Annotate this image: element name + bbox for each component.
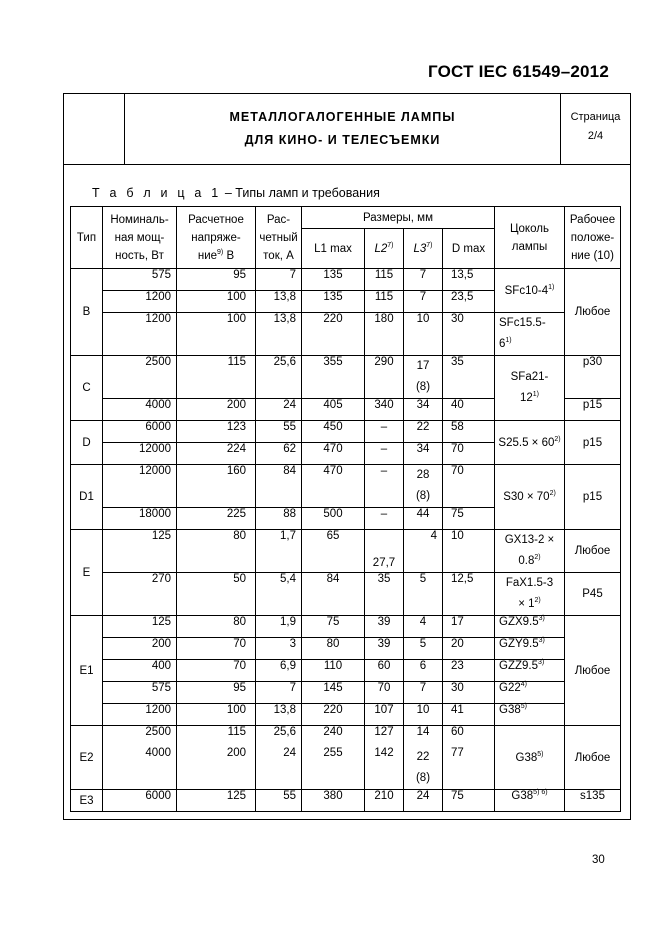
cell-voltage: 224 xyxy=(177,443,256,465)
cell-power: 6000 xyxy=(103,790,177,812)
cell-l1: 450 xyxy=(302,421,365,443)
cell-l3 xyxy=(404,747,443,790)
col-voltage-line xyxy=(177,247,255,265)
col-dimensions: Размеры, мм xyxy=(302,207,495,229)
cell-l1: 380 xyxy=(302,790,365,812)
cell-d: 12,5 xyxy=(443,573,495,616)
cell-l2: 107 xyxy=(365,704,404,726)
col-power xyxy=(103,207,177,269)
col-current-line: четный xyxy=(259,231,298,244)
cell-base xyxy=(495,704,565,726)
cell-l2: 60 xyxy=(365,660,404,682)
cell-power: 18000 xyxy=(103,508,177,530)
type-cell: E2 xyxy=(71,726,103,790)
cell-base xyxy=(495,465,565,530)
cell-l2: 142 xyxy=(365,747,404,790)
cell-l2: – xyxy=(365,421,404,443)
base-text: SFa21- xyxy=(510,371,549,383)
cell-current: 25,6 xyxy=(256,356,302,399)
cell-l1: 220 xyxy=(302,313,365,356)
footnote-ref: 2) xyxy=(534,554,541,562)
l3-note: (8) xyxy=(415,772,431,784)
title-line-1: МЕТАЛЛОГАЛОГЕННЫЕ ЛАМПЫ xyxy=(229,110,456,124)
cell-l2: 115 xyxy=(365,269,404,291)
type-cell: C xyxy=(71,356,103,421)
cell-l3: 34 xyxy=(404,399,443,421)
cell-l2: 35 xyxy=(365,573,404,616)
cell-d: 75 xyxy=(443,508,495,530)
cell-l3: 4 xyxy=(404,616,443,638)
footnote-ref: 5) 6) xyxy=(533,789,548,797)
cell-d: 23,5 xyxy=(443,291,495,313)
cell-current: 7 xyxy=(256,269,302,291)
cell-voltage: 80 xyxy=(177,616,256,638)
base-text: S30 × 70 xyxy=(503,491,550,503)
cell-l1: 255 xyxy=(302,747,365,790)
cell-d: 23 xyxy=(443,660,495,682)
cell-l2: 340 xyxy=(365,399,404,421)
cell-d: 58 xyxy=(443,421,495,443)
cell-voltage: 125 xyxy=(177,790,256,812)
l3-value: 17 xyxy=(416,360,430,372)
cell-voltage: 100 xyxy=(177,313,256,356)
cell-current: 55 xyxy=(256,790,302,812)
cell-l2: 290 xyxy=(365,356,404,399)
cell-base xyxy=(495,421,565,465)
cell-d: 70 xyxy=(443,443,495,465)
footnote-ref: 7) xyxy=(387,241,394,249)
header-title xyxy=(125,94,560,164)
cell-l1: 65 xyxy=(302,530,365,573)
col-power-line: ная мощ- xyxy=(114,231,165,244)
cell-l3: 10 xyxy=(404,704,443,726)
cell-d: 41 xyxy=(443,704,495,726)
type-cell: E3 xyxy=(71,790,103,812)
footnote-ref: 1) xyxy=(505,337,512,345)
caption-prefix: Т а б л и ц а 1 xyxy=(92,186,222,200)
cell-l2: – xyxy=(365,465,404,508)
cell-power: 125 xyxy=(103,530,177,573)
base-text: 6 xyxy=(499,338,506,350)
cell-current: 24 xyxy=(256,747,302,790)
header-blank-cell xyxy=(64,94,125,164)
cell-voltage: 50 xyxy=(177,573,256,616)
cell-voltage: 70 xyxy=(177,638,256,660)
standard-number: ГОСТ IEC 61549–2012 xyxy=(427,62,609,81)
cell-current: 13,8 xyxy=(256,291,302,313)
col-base-line: Цоколь xyxy=(510,222,549,235)
lamp-types-table xyxy=(70,206,621,812)
cell-l1: 355 xyxy=(302,356,365,399)
col-current xyxy=(256,207,302,269)
footnote-ref: 7) xyxy=(426,241,433,249)
footnote-ref: 9) xyxy=(217,248,224,256)
cell-d: 77 xyxy=(443,747,495,790)
header-page-cell xyxy=(560,94,630,164)
cell-l2: 115 xyxy=(365,291,404,313)
cell-l3: 6 xyxy=(404,660,443,682)
base-text: FaX1.5-3 xyxy=(505,577,554,589)
cell-position: Р45 xyxy=(565,573,621,616)
cell-current: 13,8 xyxy=(256,704,302,726)
cell-l1: 240 xyxy=(302,726,365,748)
page-number: 30 xyxy=(592,854,605,866)
col-position-line: ние (10) xyxy=(571,249,614,262)
cell-voltage: 95 xyxy=(177,682,256,704)
cell-l3: 7 xyxy=(404,291,443,313)
l3-value: 28 xyxy=(416,469,430,481)
cell-power: 125 xyxy=(103,616,177,638)
cell-power: 12000 xyxy=(103,443,177,465)
col-voltage-line: Расчетное xyxy=(188,213,244,226)
cell-current: 24 xyxy=(256,399,302,421)
cell-l1: 80 xyxy=(302,638,365,660)
cell-base xyxy=(495,313,565,356)
cell-power: 4000 xyxy=(103,399,177,421)
cell-l2: 27,7 xyxy=(365,530,404,573)
cell-l1: 110 xyxy=(302,660,365,682)
col-current-line: ток, А xyxy=(263,249,294,262)
cell-power: 575 xyxy=(103,269,177,291)
cell-current: 88 xyxy=(256,508,302,530)
cell-l2: 180 xyxy=(365,313,404,356)
cell-voltage: 225 xyxy=(177,508,256,530)
cell-base xyxy=(495,682,565,704)
cell-power: 1200 xyxy=(103,291,177,313)
cell-l3: 24 xyxy=(404,790,443,812)
col-base xyxy=(495,207,565,269)
base-text: 0.8 xyxy=(518,555,535,567)
cell-current: 6,9 xyxy=(256,660,302,682)
base-text: GZZ9.5 xyxy=(499,660,538,672)
cell-current: 25,6 xyxy=(256,726,302,748)
cell-l1: 145 xyxy=(302,682,365,704)
cell-base xyxy=(495,638,565,660)
cell-power: 200 xyxy=(103,638,177,660)
cell-l2: 127 xyxy=(365,726,404,748)
l3-note: (8) xyxy=(415,381,431,393)
cell-l2: 210 xyxy=(365,790,404,812)
cell-l1: 405 xyxy=(302,399,365,421)
cell-l3 xyxy=(404,356,443,399)
cell-voltage: 115 xyxy=(177,356,256,399)
cell-voltage: 95 xyxy=(177,269,256,291)
cell-l1: 75 xyxy=(302,616,365,638)
base-text: S25.5 × 60 xyxy=(498,436,555,449)
cell-l3: 44 xyxy=(404,508,443,530)
cell-l1: 84 xyxy=(302,573,365,616)
col-type: Тип xyxy=(71,207,103,269)
cell-position: р15 xyxy=(565,421,621,465)
document-header xyxy=(64,94,630,165)
cell-l1: 500 xyxy=(302,508,365,530)
cell-power: 6000 xyxy=(103,421,177,443)
cell-l2: 39 xyxy=(365,616,404,638)
cell-position: Любое xyxy=(565,616,621,726)
base-text: GX13-2 × xyxy=(504,534,555,546)
col-l2 xyxy=(365,229,404,269)
cell-l2: 39 xyxy=(365,638,404,660)
cell-voltage: 200 xyxy=(177,399,256,421)
cell-base xyxy=(495,356,565,421)
col-power-line: ность, Вт xyxy=(115,249,164,262)
base-text: 12 xyxy=(519,392,533,404)
type-cell: E xyxy=(71,530,103,616)
col-power-line: Номиналь- xyxy=(110,213,169,226)
cell-l3: 7 xyxy=(404,682,443,704)
cell-d: 35 xyxy=(443,356,495,399)
col-l3 xyxy=(404,229,443,269)
footnote-ref: 5) xyxy=(520,703,527,711)
footnote-ref: 2) xyxy=(534,597,541,605)
cell-power: 575 xyxy=(103,682,177,704)
cell-l3: 10 xyxy=(404,313,443,356)
cell-l3 xyxy=(404,465,443,508)
footnote-ref: 1) xyxy=(532,391,540,399)
col-position-line: положе- xyxy=(570,231,615,244)
cell-d: 40 xyxy=(443,399,495,421)
caption-text: – Типы ламп и требования xyxy=(221,186,380,200)
footnote-ref: 2) xyxy=(549,490,556,498)
cell-position: Любое xyxy=(565,726,621,790)
cell-position: Любое xyxy=(565,269,621,356)
cell-l1: 135 xyxy=(302,291,365,313)
cell-d: 20 xyxy=(443,638,495,660)
col-position-line: Рабочее xyxy=(569,213,616,226)
footnote-ref: 5) xyxy=(537,750,544,758)
cell-l1: 220 xyxy=(302,704,365,726)
cell-power: 4000 xyxy=(103,747,177,790)
cell-l1: 135 xyxy=(302,269,365,291)
cell-l3: 22 xyxy=(404,421,443,443)
cell-base xyxy=(495,726,565,790)
document-frame xyxy=(63,93,631,820)
cell-current: 55 xyxy=(256,421,302,443)
base-text: G38 xyxy=(515,751,538,764)
cell-position: р15 xyxy=(565,399,621,421)
col-base-line: лампы xyxy=(511,240,548,253)
cell-l3: 14 xyxy=(404,726,443,748)
col-l2-text: L2 xyxy=(374,242,388,255)
cell-l2: – xyxy=(365,508,404,530)
footnote-ref: 3) xyxy=(537,659,545,667)
col-voltage-unit: В xyxy=(223,249,235,262)
cell-voltage: 80 xyxy=(177,530,256,573)
cell-power: 2500 xyxy=(103,356,177,399)
page-label: Страница xyxy=(570,111,621,123)
cell-position: р30 xyxy=(565,356,621,399)
cell-base xyxy=(495,790,565,812)
base-text: × 1 xyxy=(518,598,535,610)
cell-base xyxy=(495,616,565,638)
cell-d: 10 xyxy=(443,530,495,573)
cell-voltage: 100 xyxy=(177,291,256,313)
cell-power: 12000 xyxy=(103,465,177,508)
col-d: D max xyxy=(443,229,495,269)
type-cell: E1 xyxy=(71,616,103,726)
cell-d: 17 xyxy=(443,616,495,638)
col-voltage xyxy=(177,207,256,269)
cell-l1: 470 xyxy=(302,465,365,508)
col-voltage-text: ние xyxy=(197,249,218,262)
cell-l3: 34 xyxy=(404,443,443,465)
l3-note: (8) xyxy=(415,490,431,502)
col-voltage-line: напряже- xyxy=(191,231,241,244)
cell-d: 30 xyxy=(443,682,495,704)
cell-l3: 7 xyxy=(404,269,443,291)
cell-d: 60 xyxy=(443,726,495,748)
cell-current: 5,4 xyxy=(256,573,302,616)
base-text: G38 xyxy=(511,790,534,802)
l3-value: 22 xyxy=(416,751,430,763)
cell-power: 400 xyxy=(103,660,177,682)
cell-l1: 470 xyxy=(302,443,365,465)
cell-current: 1,7 xyxy=(256,530,302,573)
cell-position: Любое xyxy=(565,530,621,573)
cell-voltage: 160 xyxy=(177,465,256,508)
cell-power: 1200 xyxy=(103,313,177,356)
type-cell: D xyxy=(71,421,103,465)
cell-l3: 5 xyxy=(404,573,443,616)
base-text: G38 xyxy=(499,704,521,716)
cell-power: 270 xyxy=(103,573,177,616)
cell-power: 1200 xyxy=(103,704,177,726)
cell-current: 84 xyxy=(256,465,302,508)
base-text: GZY9.5 xyxy=(499,638,539,650)
table-caption xyxy=(92,186,380,200)
cell-power: 2500 xyxy=(103,726,177,748)
footnote-ref: 1) xyxy=(548,283,555,291)
col-l3-text: L3 xyxy=(413,242,427,255)
cell-current: 3 xyxy=(256,638,302,660)
cell-base xyxy=(495,660,565,682)
cell-d: 70 xyxy=(443,465,495,508)
cell-current: 13,8 xyxy=(256,313,302,356)
base-text: SFc15.5- xyxy=(499,317,546,329)
footnote-ref: 3) xyxy=(538,637,545,645)
cell-position: s135 xyxy=(565,790,621,812)
col-position xyxy=(565,207,621,269)
cell-base xyxy=(495,269,565,313)
cell-d: 30 xyxy=(443,313,495,356)
cell-current: 7 xyxy=(256,682,302,704)
base-text: G22 xyxy=(499,682,521,694)
col-current-line: Рас- xyxy=(266,213,291,226)
cell-base xyxy=(495,573,565,616)
base-text: GZX9.5 xyxy=(499,616,539,628)
cell-current: 62 xyxy=(256,443,302,465)
cell-voltage: 200 xyxy=(177,747,256,790)
cell-voltage: 70 xyxy=(177,660,256,682)
footnote-ref: 3) xyxy=(538,615,545,623)
type-cell: D1 xyxy=(71,465,103,530)
cell-base xyxy=(495,530,565,573)
page-value: 2/4 xyxy=(587,130,604,142)
title-line-2: ДЛЯ КИНО- И ТЕЛЕСЪЕМКИ xyxy=(244,133,441,147)
base-text: SFc10-4 xyxy=(504,284,549,297)
cell-current: 1,9 xyxy=(256,616,302,638)
cell-voltage: 100 xyxy=(177,704,256,726)
footnote-ref: 2) xyxy=(554,435,561,443)
cell-l2: – xyxy=(365,443,404,465)
cell-d: 13,5 xyxy=(443,269,495,291)
footnote-ref: 4) xyxy=(520,681,527,689)
cell-position: р15 xyxy=(565,465,621,530)
type-cell: B xyxy=(71,269,103,356)
cell-voltage: 123 xyxy=(177,421,256,443)
cell-l3: 5 xyxy=(404,638,443,660)
cell-l3: 4 xyxy=(404,530,443,573)
cell-d: 75 xyxy=(443,790,495,812)
cell-voltage: 115 xyxy=(177,726,256,748)
col-l1: L1 max xyxy=(302,229,365,269)
cell-l2: 70 xyxy=(365,682,404,704)
